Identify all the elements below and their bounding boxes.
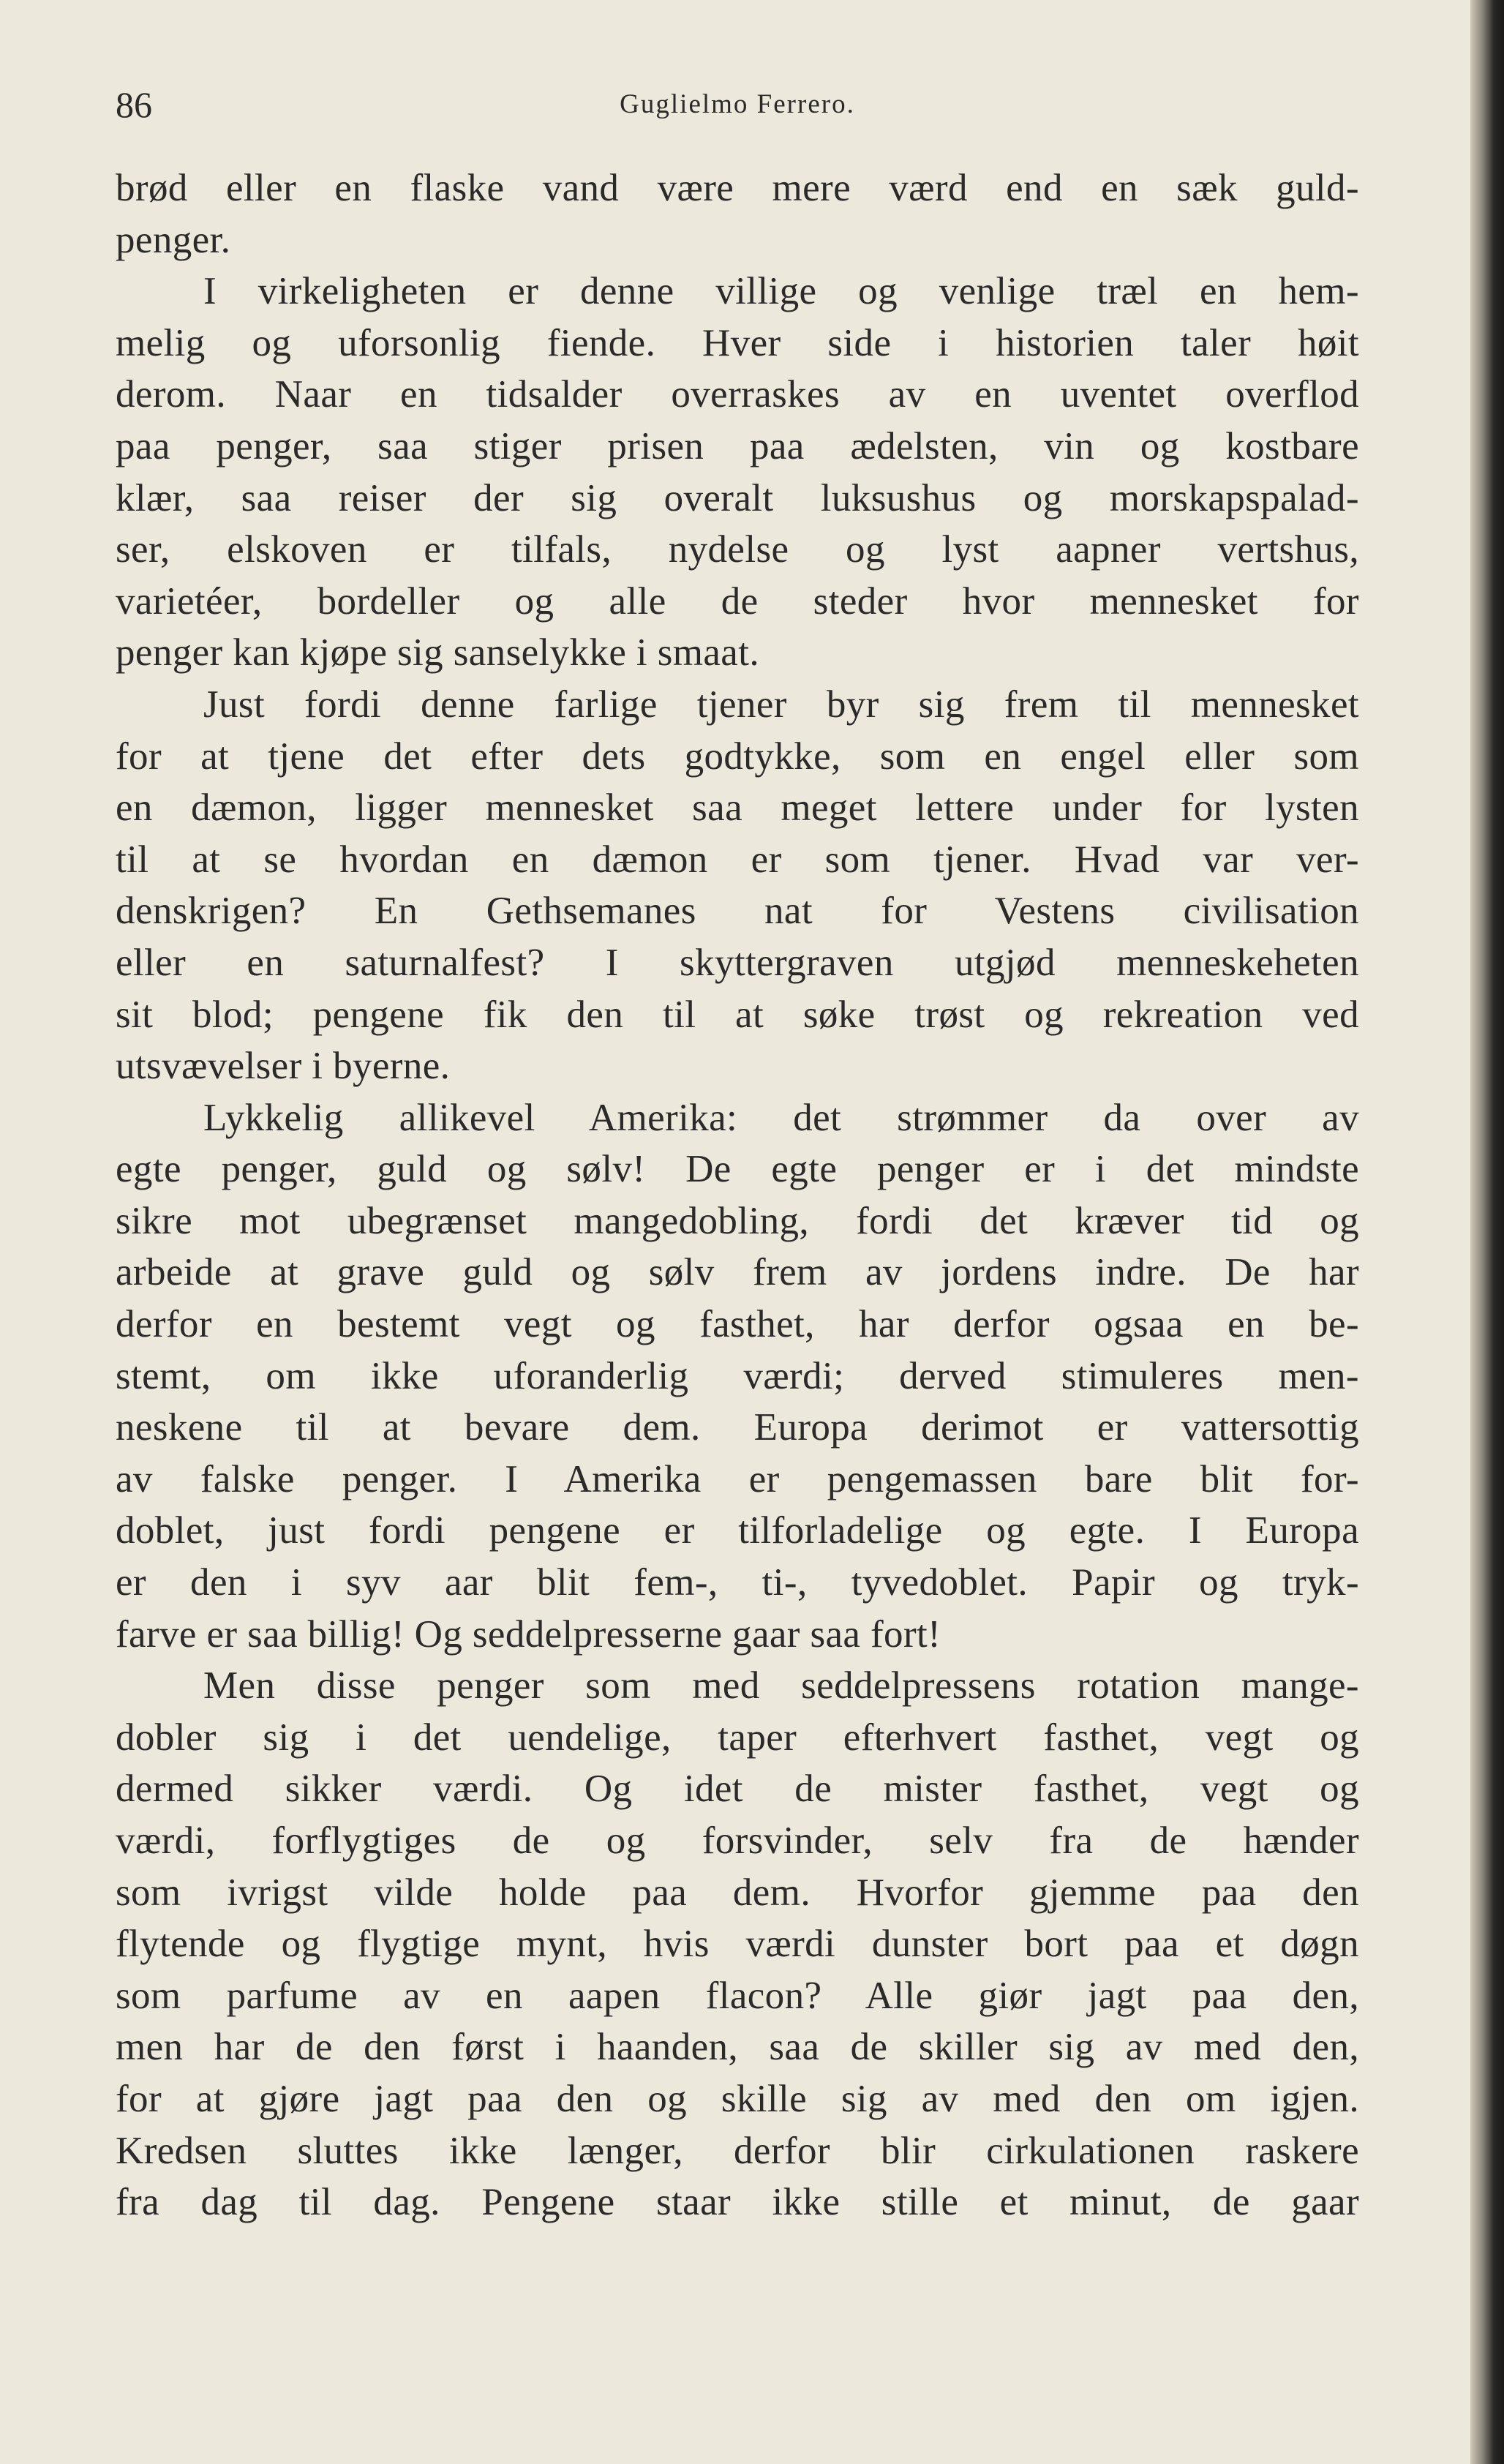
text-line: neskene til at bevare dem. Europa derimot er vattersottig [116,1406,1359,1449]
text-line: til at se hvordan en dæmon er som tjener. Hvad var ver- [116,838,1359,881]
text-line: varietéer, bordeller og alle de steder hvor mennesket for [116,579,1359,623]
running-head: Guglielmo Ferrero. [620,89,855,119]
text-line: for at tjene det efter dets godtykke, som en engel eller som [116,735,1359,778]
text-line: er den i syv aar blit fem-, ti-, tyvedoblet. Papir og tryk- [116,1561,1359,1604]
text-line: en dæmon, ligger mennesket saa meget lettere under for lysten [116,786,1359,830]
text-line: denskrigen? En Gethsemanes nat for Vestens civilisation [116,890,1359,933]
text-line: penger. [116,218,231,261]
text-line: derom. Naar en tidsalder overraskes av en uventet overflod [116,373,1359,416]
text-line: Men disse penger som med seddelpressens rotation mange- [203,1664,1359,1708]
book-spine-edge [1470,0,1504,2464]
page-number: 86 [116,84,152,125]
text-line: flytende og flygtige mynt, hvis værdi dunster bort paa et døgn [116,1923,1359,1966]
text-line: I virkeligheten er denne villige og venlige træl en hem- [203,270,1359,313]
text-line: Just fordi denne farlige tjener byr sig frem til mennesket [203,683,1359,726]
text-line: melig og uforsonlig fiende. Hver side i historien taler høit [116,321,1359,364]
text-line: egte penger, guld og sølv! De egte penger er i det mindste [116,1148,1359,1191]
text-line: eller en saturnalfest? I skyttergraven utgjød menneskeheten [116,941,1359,984]
text-line: stemt, om ikke uforanderlig værdi; derved stimuleres men- [116,1354,1359,1397]
text-line: men har de den først i haanden, saa de skiller sig av med den, [116,2026,1359,2069]
text-line: værdi, forflygtiges de og forsvinder, selv fra de hænder [116,1819,1359,1862]
text-line: for at gjøre jagt paa den og skille sig av med den om igjen. [116,2077,1359,2120]
text-line: utsvævelser i byerne. [116,1045,451,1088]
text-line: Lykkelig allikevel Amerika: det strømmer da over av [203,1096,1359,1139]
text-line: ser, elskoven er tilfals, nydelse og lyst aapner vertshus, [116,528,1359,571]
text-line: farve er saa billig! Og seddelpresserne gaar saa fort! [116,1612,941,1656]
text-line: doblet, just fordi pengene er tilforladelige og egte. I Europa [116,1509,1359,1552]
body-text [116,162,1359,2228]
text-line: sikre mot ubegrænset mangedobling, fordi det kræver tid og [116,1199,1359,1242]
text-line: penger kan kjøpe sig sanselykke i smaat. [116,631,759,675]
text-line: som ivrigst vilde holde paa dem. Hvorfor gjemme paa den [116,1871,1359,1914]
text-line: Kredsen sluttes ikke længer, derfor blir cirkulationen raskere [116,2129,1359,2172]
text-line: fra dag til dag. Pengene staar ikke stille et minut, de gaar [116,2181,1359,2224]
text-line: dermed sikker værdi. Og idet de mister fasthet, vegt og [116,1768,1359,1811]
text-line: derfor en bestemt vegt og fasthet, har derfor ogsaa en be- [116,1303,1359,1346]
text-line: paa penger, saa stiger prisen paa ædelsten, vin og kostbare [116,424,1359,467]
text-line: dobler sig i det uendelige, taper efterhvert fasthet, vegt og [116,1716,1359,1759]
page-header [116,79,1359,130]
text-line: klær, saa reiser der sig overalt luksushus og morskapspalad- [116,476,1359,519]
text-line: sit blod; pengene fik den til at søke trøst og rekreation ved [116,993,1359,1036]
text-line: arbeide at grave guld og sølv frem av jordens indre. De har [116,1251,1359,1294]
text-line: som parfume av en aapen flacon? Alle giør jagt paa den, [116,1974,1359,2017]
text-line: av falske penger. I Amerika er pengemassen bare blit for- [116,1457,1359,1500]
text-line: brød eller en flaske vand være mere værd end en sæk guld- [116,167,1359,209]
